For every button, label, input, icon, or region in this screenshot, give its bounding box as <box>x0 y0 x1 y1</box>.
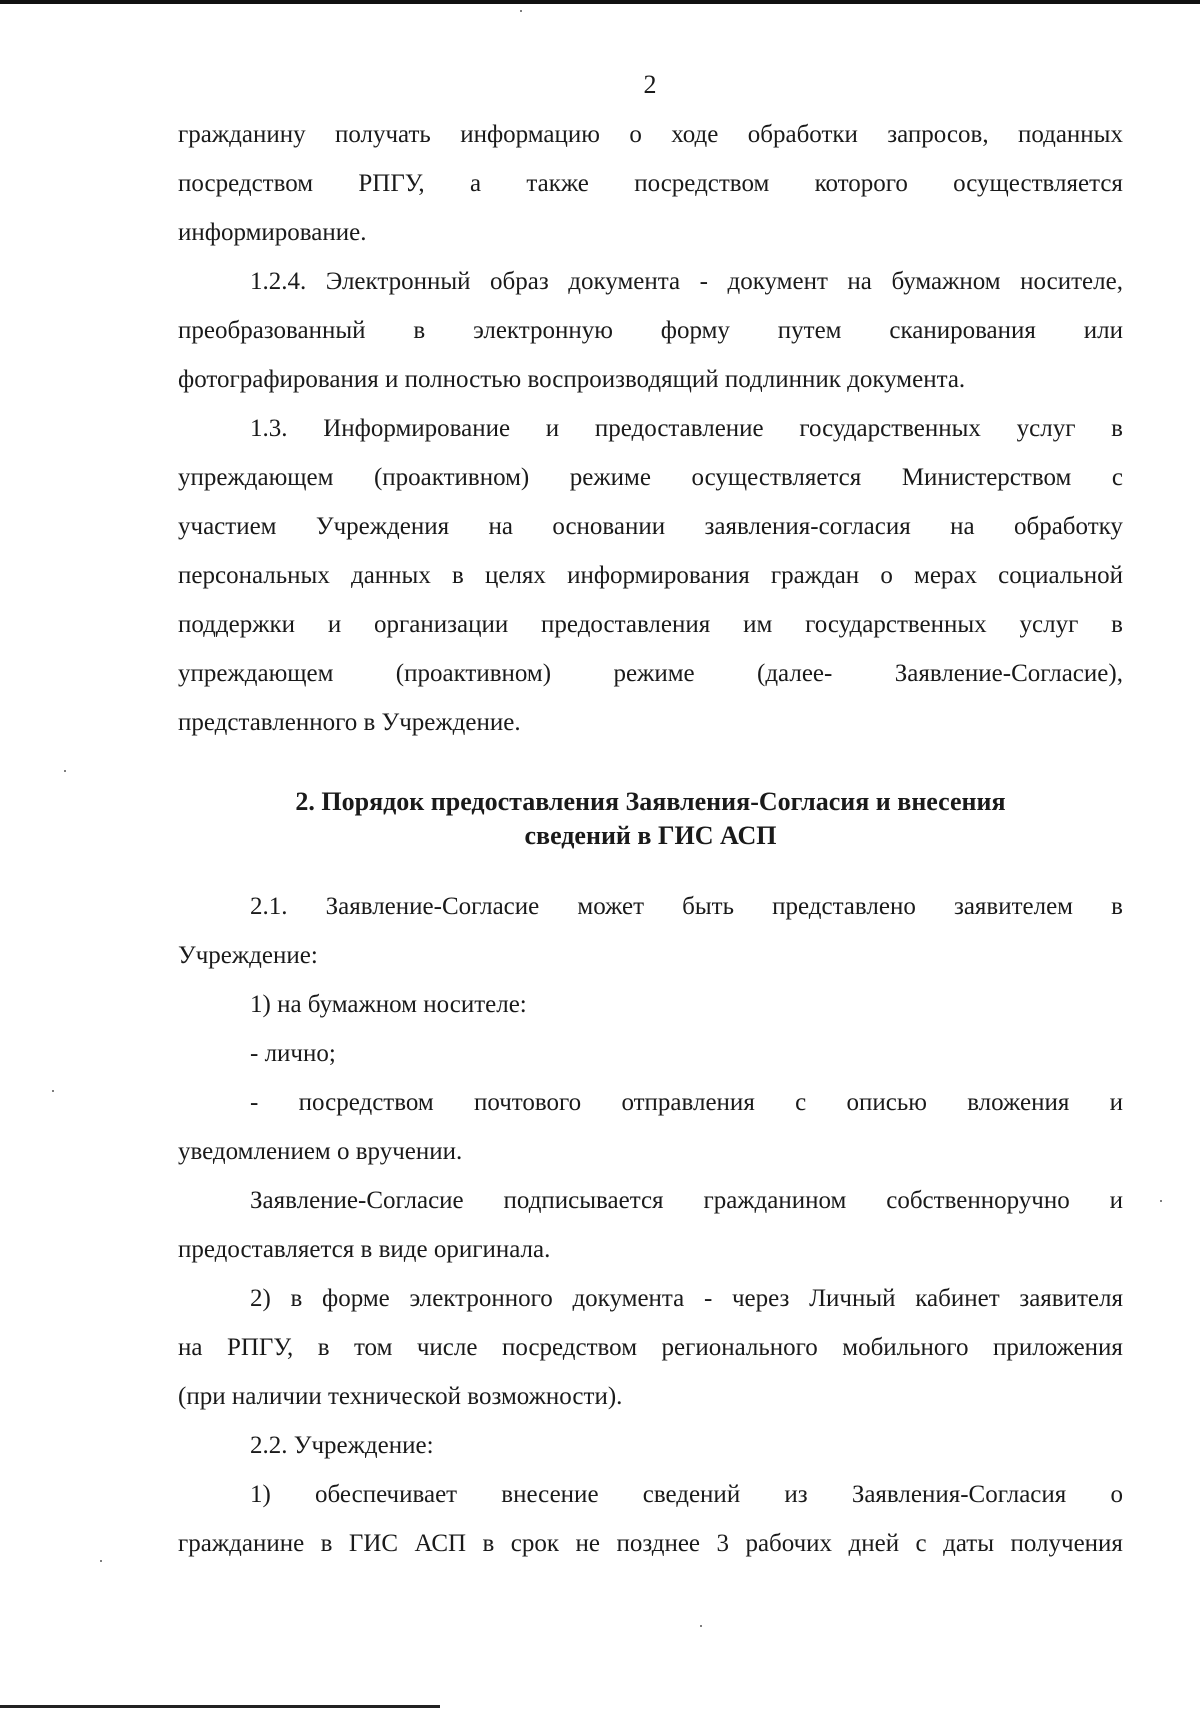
paragraph-line: уведомлением о вручении. <box>178 1138 463 1165</box>
word: регионального <box>661 1334 818 1361</box>
word: описью <box>846 1089 927 1116</box>
word: посредством <box>634 170 770 197</box>
word: рабочих <box>745 1530 833 1557</box>
word: - <box>703 1285 713 1312</box>
word: гражданине <box>178 1530 305 1557</box>
word: преобразованный <box>178 317 366 344</box>
word: государственных <box>799 415 981 442</box>
word: Заявление-Согласие <box>325 893 540 920</box>
word: - <box>250 1089 259 1116</box>
word: Заявление-Согласие), <box>894 660 1123 687</box>
word: основании <box>552 513 666 540</box>
word: и <box>1109 1187 1123 1214</box>
word: том <box>353 1334 393 1361</box>
word: (далее- <box>757 660 833 687</box>
word: Электронный <box>325 268 471 295</box>
word: в <box>1111 415 1123 442</box>
paragraph-line <box>178 551 1123 600</box>
word: и <box>545 415 560 442</box>
word: в <box>413 317 426 344</box>
paragraph-line <box>178 649 1123 698</box>
word: документа <box>568 268 681 295</box>
word: быть <box>682 893 734 920</box>
word: о <box>629 121 642 148</box>
word: или <box>1083 317 1123 344</box>
word: Учреждения <box>315 513 450 540</box>
word: осуществляется <box>953 170 1123 197</box>
paragraph-line <box>250 257 1123 306</box>
word: форме <box>322 1285 390 1312</box>
word: может <box>577 893 645 920</box>
word: позднее <box>616 1530 701 1557</box>
word: о <box>1110 1481 1123 1508</box>
word: гражданину <box>178 121 306 148</box>
word: мобильного <box>842 1334 969 1361</box>
paragraph-line <box>178 502 1123 551</box>
section-heading-line-2: сведений в ГИС АСП <box>524 821 777 850</box>
word: АСП <box>414 1530 467 1557</box>
scan-speck <box>520 10 522 12</box>
paragraph-line: Учреждение: <box>178 942 318 969</box>
paragraph-line: представленного в Учреждение. <box>178 709 521 736</box>
word: Заявления-Согласия <box>851 1481 1067 1508</box>
word: из <box>784 1481 808 1508</box>
scan-speck <box>700 1625 702 1627</box>
word: ходе <box>671 121 719 148</box>
word: им <box>743 611 773 638</box>
word: через <box>731 1285 790 1312</box>
scan-speck <box>1160 1200 1162 1202</box>
word: на <box>178 1334 203 1361</box>
paragraph-line <box>178 453 1123 502</box>
word: посредством <box>501 1334 638 1361</box>
word: государственных <box>805 611 987 638</box>
word: которого <box>814 170 908 197</box>
word: мерах <box>914 562 978 589</box>
word: режиме <box>613 660 695 687</box>
word: представлено <box>772 893 916 920</box>
word: РПГУ, <box>358 170 425 197</box>
word: ГИС <box>348 1530 399 1557</box>
word: Заявление-Согласие <box>250 1187 464 1214</box>
paragraph-line <box>178 600 1123 649</box>
word: документа <box>572 1285 685 1312</box>
word: (проактивном) <box>373 464 530 491</box>
word: срок <box>510 1530 560 1557</box>
word: с <box>795 1089 807 1116</box>
word: РПГУ, <box>226 1334 294 1361</box>
word: документ <box>727 268 828 295</box>
word: подписывается <box>503 1187 664 1214</box>
list-item: 2.2. Учреждение: <box>250 1432 434 1459</box>
paragraph-line <box>178 110 1123 159</box>
word: электронную <box>473 317 613 344</box>
word: в <box>452 562 464 589</box>
word: осуществляется <box>691 464 862 491</box>
paragraph-line <box>250 1176 1123 1225</box>
word: путем <box>777 317 842 344</box>
word: Министерством <box>901 464 1072 491</box>
section-heading-line-1: 2. Порядок предоставления Заявления-Согласия и внесения <box>295 787 1006 816</box>
word: посредством <box>298 1089 434 1116</box>
section-heading <box>178 785 1123 853</box>
word: почтового <box>473 1089 582 1116</box>
paragraph-line: информирование. <box>178 219 367 246</box>
word: на <box>847 268 872 295</box>
word: электронного <box>409 1285 553 1312</box>
word: на <box>488 513 513 540</box>
list-item: - лично; <box>250 1040 336 1067</box>
word: приложения <box>993 1334 1123 1361</box>
word: в <box>290 1285 303 1312</box>
word: обработку <box>1013 513 1123 540</box>
paragraph-line <box>250 404 1123 453</box>
word: запросов, <box>887 121 989 148</box>
word: сведений <box>642 1481 741 1508</box>
word: получать <box>334 121 431 148</box>
word: с <box>1111 464 1123 491</box>
word: отправления <box>621 1089 755 1116</box>
word: социальной <box>998 562 1123 589</box>
word: информирования <box>567 562 750 589</box>
word: режиме <box>569 464 651 491</box>
paragraph-line: фотографирования и полностью воспроизводящий подлинник документа. <box>178 366 966 393</box>
scan-speck <box>52 1090 54 1092</box>
word: а <box>469 170 482 197</box>
word: услуг <box>1016 415 1076 442</box>
word: поданных <box>1017 121 1123 148</box>
word: в <box>1111 893 1123 920</box>
word: упреждающем <box>178 660 334 687</box>
word: 1.2.4. <box>250 268 307 295</box>
word: информацию <box>460 121 600 148</box>
word: на <box>950 513 975 540</box>
word: собственноручно <box>886 1187 1070 1214</box>
word: обеспечивает <box>315 1481 458 1508</box>
word: посредством <box>178 170 314 197</box>
word: упреждающем <box>178 464 334 491</box>
paragraph-line <box>178 306 1123 355</box>
word: 1) <box>250 1481 271 1508</box>
word: в <box>1111 611 1123 638</box>
paragraph-line: (при наличии технической возможности). <box>178 1383 623 1410</box>
page-number: 2 <box>643 70 657 99</box>
word: предоставления <box>541 611 711 638</box>
word: поддержки <box>178 611 295 638</box>
word: участием <box>178 513 277 540</box>
word: обработки <box>747 121 858 148</box>
paragraph-line <box>250 1274 1123 1323</box>
word: 2) <box>250 1285 271 1312</box>
word: внесение <box>501 1481 599 1508</box>
word: о <box>880 562 893 589</box>
word: в <box>482 1530 495 1557</box>
word: носителе, <box>1020 268 1123 295</box>
word: не <box>575 1530 600 1557</box>
word: в <box>317 1334 330 1361</box>
word: персональных <box>178 562 330 589</box>
word: получения <box>1010 1530 1123 1557</box>
word: 1.3. <box>250 415 288 442</box>
paragraph-line <box>250 1078 1123 1127</box>
list-item: 1) на бумажном носителе: <box>250 991 527 1018</box>
word: и <box>1109 1089 1123 1116</box>
word: (проактивном) <box>395 660 552 687</box>
paragraph-line <box>178 1519 1123 1568</box>
paragraph-line: предоставляется в виде оригинала. <box>178 1236 551 1263</box>
word: Личный <box>809 1285 896 1312</box>
scan-speck <box>64 770 66 772</box>
paragraph-line <box>178 159 1123 208</box>
word: числе <box>416 1334 478 1361</box>
word: сканирования <box>889 317 1036 344</box>
word: предоставление <box>594 415 764 442</box>
word: Информирование <box>323 415 511 442</box>
word: в <box>320 1530 333 1557</box>
word: также <box>526 170 589 197</box>
word: дней <box>848 1530 900 1557</box>
word: кабинет <box>915 1285 1000 1312</box>
paragraph-line <box>250 882 1123 931</box>
word: заявления-согласия <box>704 513 911 540</box>
word: бумажном <box>891 268 1001 295</box>
word: даты <box>943 1530 995 1557</box>
word: организации <box>374 611 509 638</box>
word: с <box>915 1530 927 1557</box>
word: граждан <box>770 562 860 589</box>
word: заявителем <box>953 893 1074 920</box>
word: 3 <box>716 1530 729 1557</box>
word: услуг <box>1019 611 1079 638</box>
scan-bottom-edge <box>0 1705 440 1708</box>
word: гражданином <box>703 1187 847 1214</box>
word: заявителя <box>1019 1285 1123 1312</box>
scan-top-edge <box>0 0 1200 4</box>
paragraph-line <box>178 1323 1123 1372</box>
word: и <box>327 611 342 638</box>
scan-speck <box>100 1560 102 1562</box>
word: целях <box>484 562 546 589</box>
word: образ <box>490 268 549 295</box>
word: 2.1. <box>250 893 288 920</box>
word: данных <box>350 562 431 589</box>
word: форму <box>660 317 730 344</box>
word: - <box>699 268 708 295</box>
word: вложения <box>967 1089 1070 1116</box>
paragraph-line <box>250 1470 1123 1519</box>
